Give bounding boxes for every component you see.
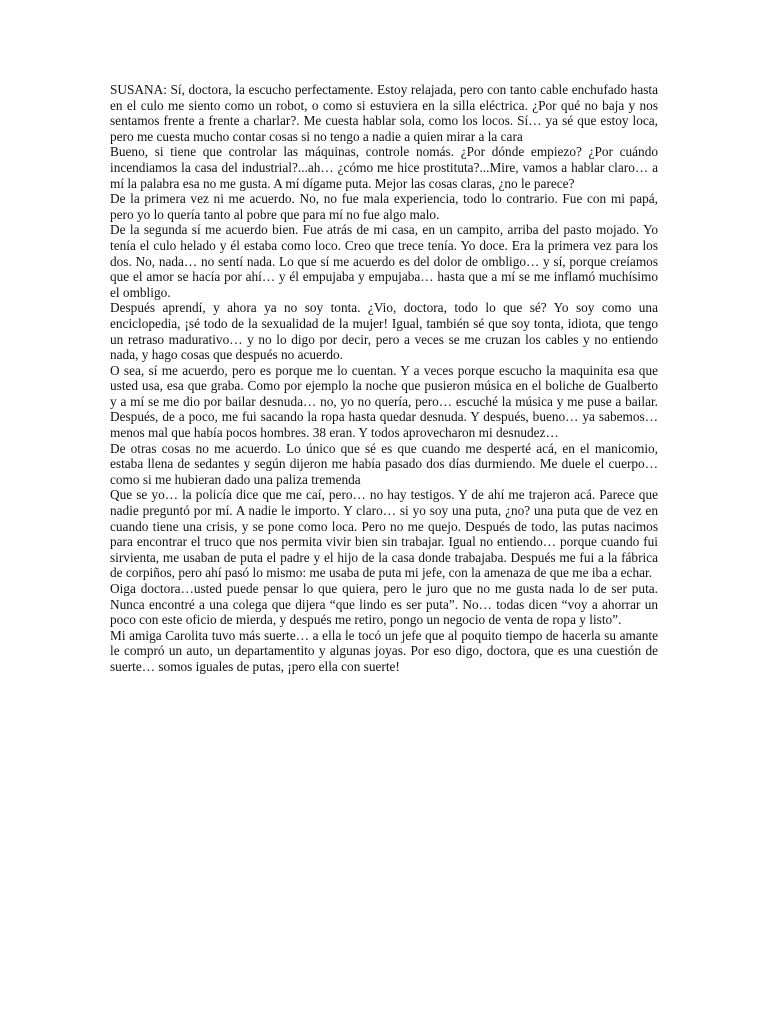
paragraph-5: Después aprendí, y ahora ya no soy tonta. ¿Vio, doctora, todo lo que sé? Yo soy como una enciclopedia, ¡sé todo de la sexualidad de la mujer! Igual, también sé que soy tonta, idiota, que tengo un retraso madurativo… y no lo digo por decir, pero a veces se me cruzan los cables y no entiendo nada, y hago cosas que después no acuerdo. — [110, 300, 658, 363]
paragraph-1: SUSANA: Sí, doctora, la escucho perfectamente. Estoy relajada, pero con tanto cable enchufado hasta en el culo me siento como un robot, o como si estuviera en la silla eléctrica. ¿Por qué no baja y nos sentamos frente a frente a charlar?. Me cuesta hablar sola, como los locos. Sí… ya sé que estoy loca, pero me cuesta mucho contar cosas si no tengo a nadie a quien mirar a la cara — [110, 82, 658, 144]
paragraph-10: Mi amiga Carolita tuvo más suerte… a ella le tocó un jefe que al poquito tiempo de hacerla su amante le compró un auto, un departamentito y algunas joyas. Por eso digo, doctora, que es una cuestión de suerte… somos iguales de putas, ¡pero ella con suerte! — [110, 627, 658, 674]
monologue-text — [110, 82, 658, 675]
paragraph-3: De la primera vez ni me acuerdo. No, no fue mala experiencia, todo lo contrario. Fue con mi papá, pero yo lo quería tanto al pobre que para mí no fue algo malo. — [110, 191, 658, 222]
paragraph-8: Que se yo… la policía dice que me caí, pero… no hay testigos. Y de ahí me trajeron acá. Parece que nadie preguntó por mí. A nadie le importo. Y claro… si yo soy una puta, ¿no? una puta que de vez en cuando tiene una crisis, y se pone como loca. Pero no me quejo. Después de todo, las putas nacimos para encontrar el truco que nos permita vivir bien sin trabajar. Igual no entiendo… porque cuando fui sirvienta, me usaban de puta el padre y el hijo de la casa donde trabajaba. Después me fui a la fábrica de corpiños, pero ahí pasó lo mismo: me usaba de puta mi jefe, con la amenaza de que me iba a echar. — [110, 487, 658, 581]
paragraph-4: De la segunda sí me acuerdo bien. Fue atrás de mi casa, en un campito, arriba del pasto mojado. Yo tenía el culo helado y él estaba como loco. Creo que trece tenía. Yo doce. Era la primera vez para los dos. No, nada… no sentí nada. Lo que sí me acuerdo es del dolor de ombligo… y sí, porque creíamos que el amor se hacía por ahí… y él empujaba y empujaba… hasta que a mí se me inflamó muchísimo el ombligo. — [110, 222, 658, 300]
paragraph-2: Bueno, si tiene que controlar las máquinas, controle nomás. ¿Por dónde empiezo? ¿Por cuándo incendiamos la casa del industrial?...ah… ¿cómo me hice prostituta?...Mire, vamos a hablar claro… a mí la palabra esa no me gusta. A mí dígame puta. Mejor las cosas claras, ¿no le parece? — [110, 144, 658, 191]
paragraph-6: O sea, sí me acuerdo, pero es porque me lo cuentan. Y a veces porque escucho la maquinita esa que usted usa, esa que graba. Como por ejemplo la noche que pusieron música en el boliche de Gualberto y a mí se me dio por bailar desnuda… no, yo no quería, pero… escuché la música y me puse a bailar. Después, de a poco, me fui sacando la ropa hasta quedar desnuda. Y después, bueno… ya sabemos… menos mal que había pocos hombres. 38 eran. Y todos aprovecharon mi desnudez… — [110, 362, 658, 441]
paragraph-9: Oiga doctora…usted puede pensar lo que quiera, pero le juro que no me gusta nada lo de ser puta. Nunca encontré a una colega que dijera “que lindo es ser puta”. No… todas dicen “voy a ahorrar un poco con este oficio de mierda, y después me retiro, pongo un negocio de venta de ropa y listo”. — [110, 581, 658, 628]
paragraph-7: De otras cosas no me acuerdo. Lo único que sé es que cuando me desperté acá, en el manicomio, estaba llena de sedantes y según dijeron me había pasado dos días durmiendo. Me duele el cuerpo…como si me hubieran dado una paliza tremenda — [110, 440, 658, 487]
